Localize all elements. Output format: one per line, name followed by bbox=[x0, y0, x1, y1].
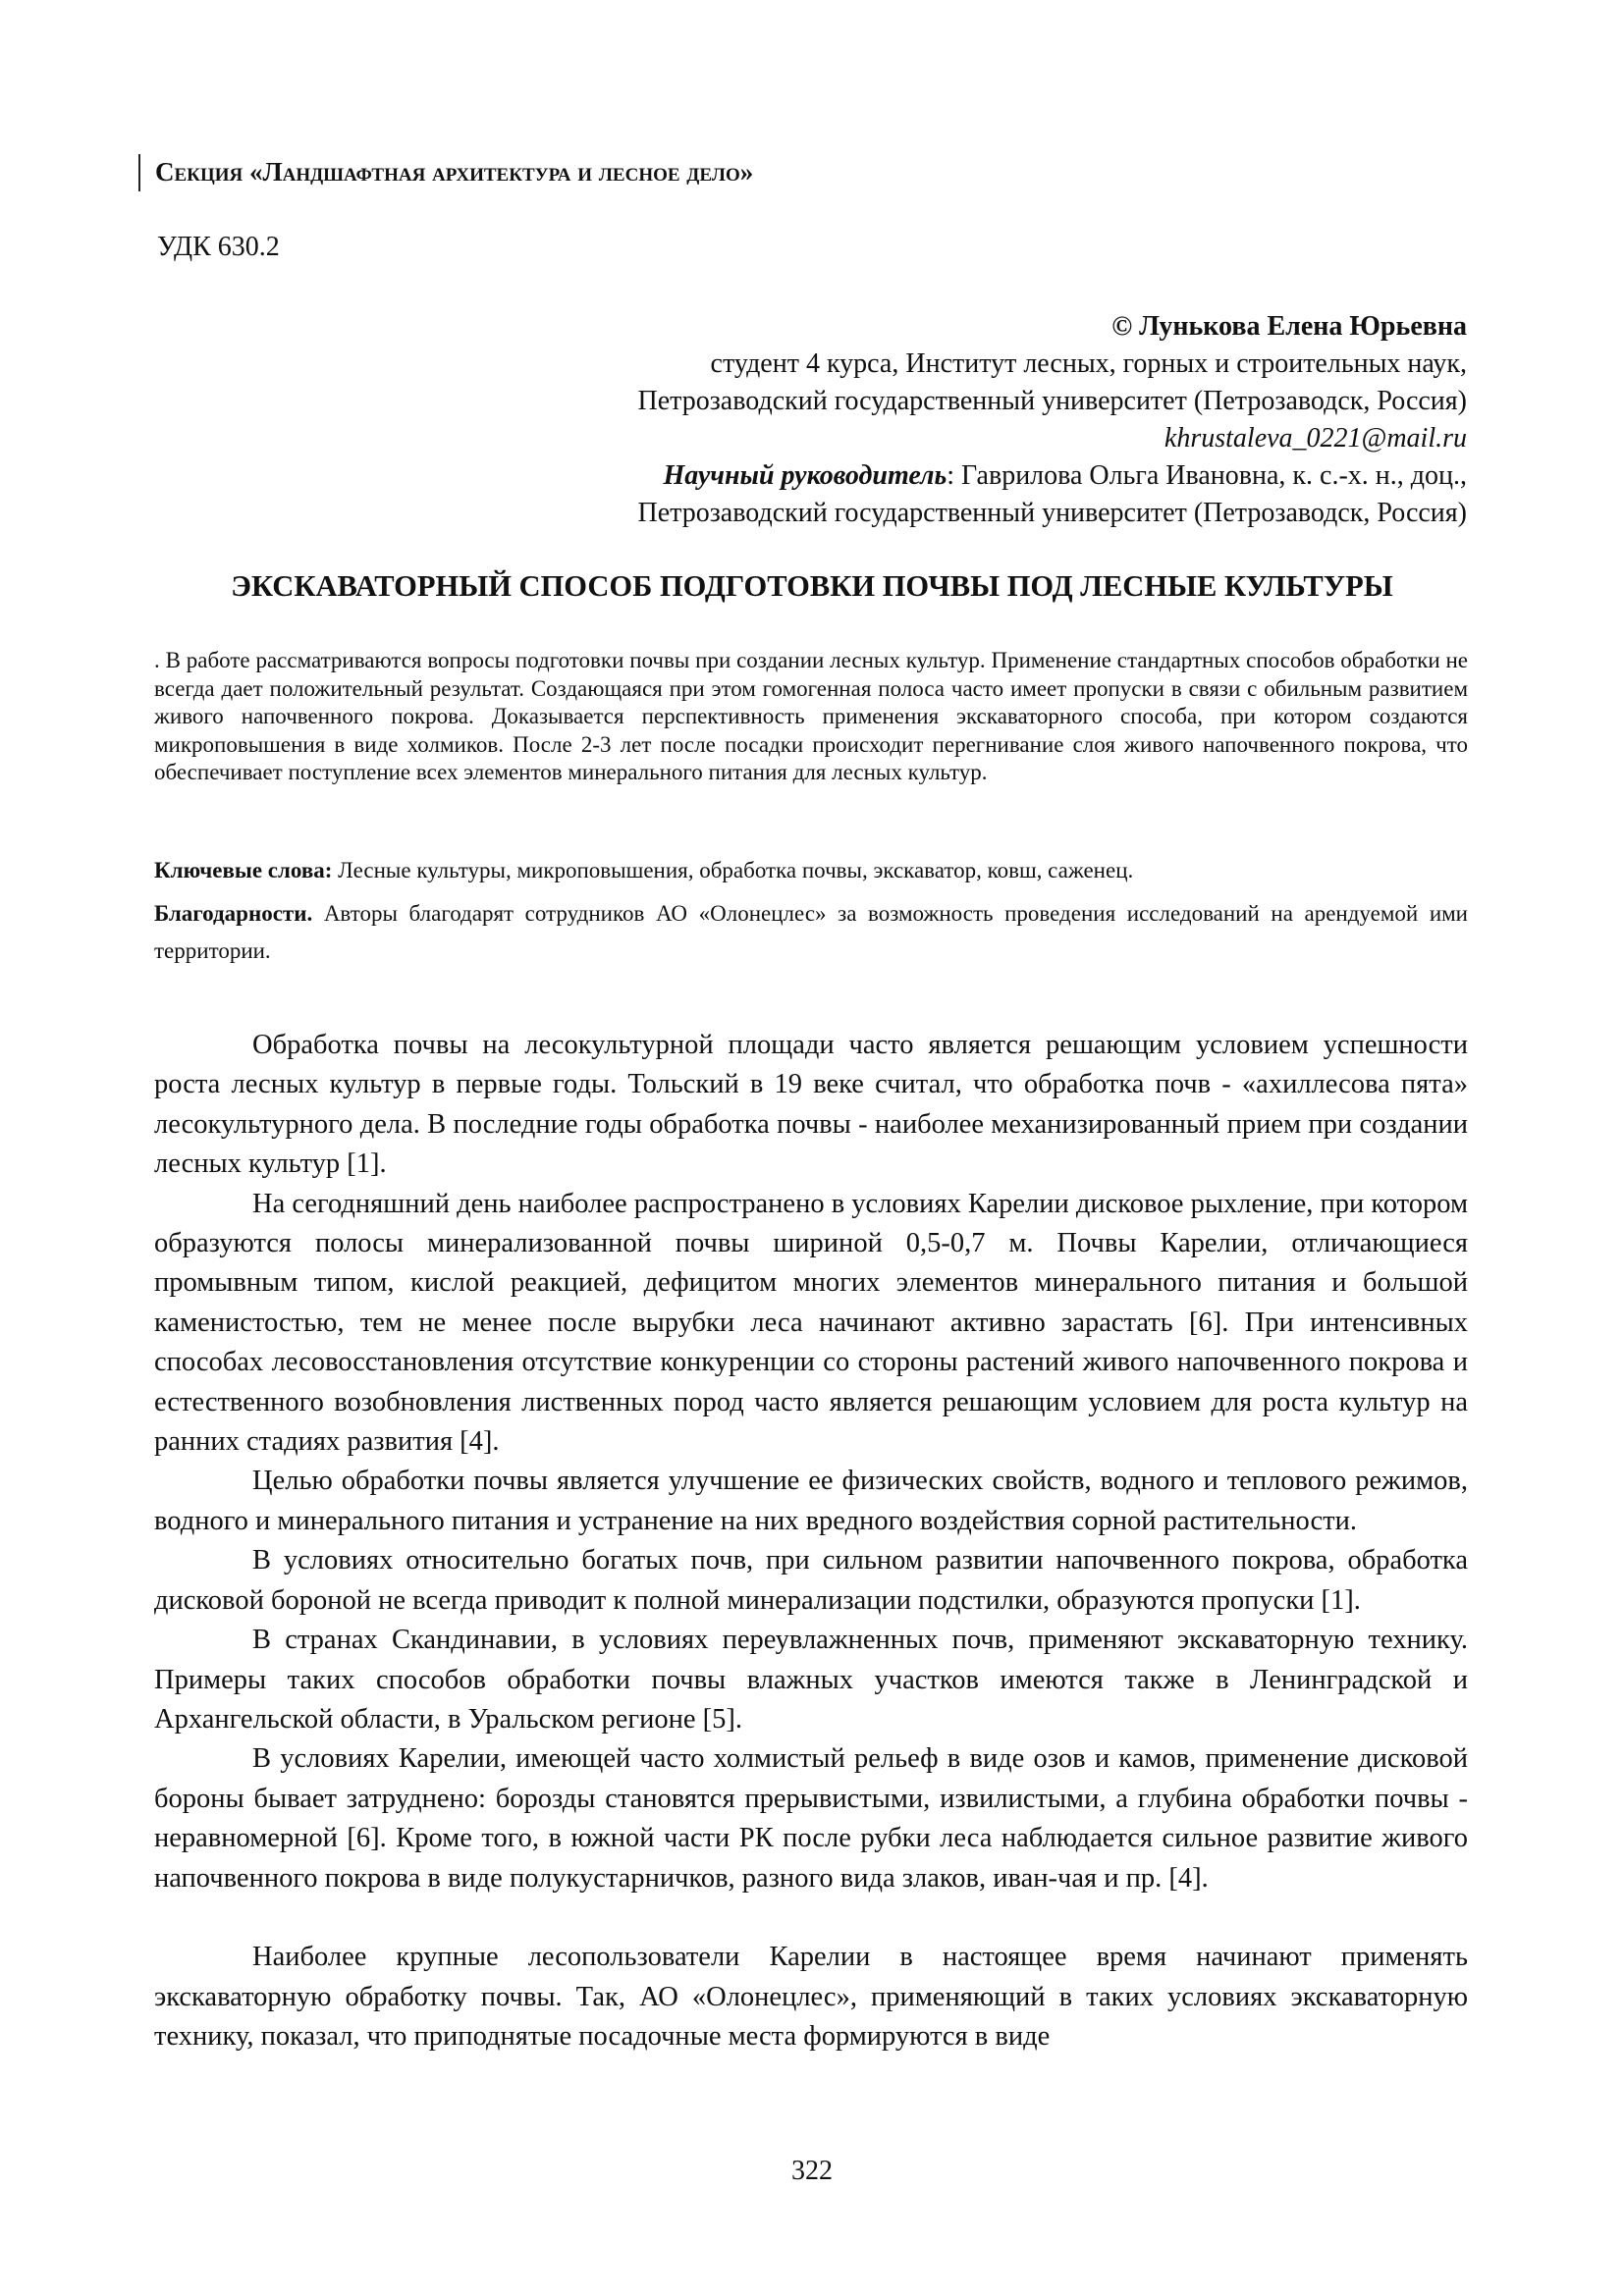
advisor-line bbox=[638, 457, 1467, 495]
section-margin-bar bbox=[138, 154, 140, 191]
page-number: 322 bbox=[791, 2156, 833, 2186]
author-affiliation: Петрозаводский государственный университет (Петрозаводск, Россия) bbox=[637, 386, 1467, 416]
author-name: © Лунькова Елена Юрьевна bbox=[1111, 311, 1467, 342]
paragraph: Наиболее крупные лесопользователи Карелии в настоящее время начинают применять экскаваторную обработку почвы. Так, АО «Олонецлес», применяющий в таких условиях экскаваторную технику, показал, что приподнятые посадочные места формируются в виде bbox=[154, 1942, 1468, 2053]
paragraph: Обработка почвы на лесокультурной площади часто является решающим условием успешности роста лесных культур в первые годы. Тольский в 19 веке считал, что обработка почв - «ахиллесова пята» лесокультурного дела. В последние годы обработка почвы - наиболее механизированный прием при создании лесных культур [1]. bbox=[154, 1030, 1468, 1180]
advisor-label: Научный руководитель bbox=[663, 460, 947, 491]
paragraph: В условиях относительно богатых почв, при сильном развитии напочвенного покрова, обработка дисковой бороной не всегда приводит к полной минерализации подстилки, образуются пропуски [1]. bbox=[154, 1545, 1468, 1616]
paragraph: В странах Скандинавии, в условиях переувлажненных почв, применяют экскаваторную технику. Примеры таких способов обработки почвы влажных участков имеются также в Ленинградской и Архангельской области, в Уральском регионе [5]. bbox=[154, 1625, 1468, 1735]
keywords-text: Лесные культуры, микроповышения, обработка почвы, экскаватор, ковш, саженец. bbox=[332, 858, 1134, 882]
abstract: . В работе рассматриваются вопросы подготовки почвы при создании лесных культур. Применение стандартных способов обработки не всегда дает положительный результат. Создающаяся при этом гомогенная полоса часто имеет пропуски в связи с обильным развитием живого напочвенного покрова. Доказывается перспективность применения экскаваторного способа, при котором создаются микроповышения в виде холмиков. После 2-3 лет после посадки происходит перегнивание слоя живого напочвенного покрова, что обеспечивает поступление всех элементов минерального питания для лесных культур. bbox=[154, 648, 1468, 784]
acknowledgments-label: Благодарности. bbox=[154, 901, 313, 926]
body-text bbox=[154, 1026, 1468, 2057]
author-block bbox=[638, 308, 1467, 532]
paragraph: В условиях Карелии, имеющей часто холмистый рельеф в виде озов и камов, применение дисковой бороны бывает затруднено: борозды становятся прерывистыми, извилистыми, а глубина обработки почвы - неравномерной [6]. Кроме того, в южной части РК после рубки леса наблюдается сильное развитие живого напочвенного покрова в виде полукустарничков, разного вида злаков, иван-чая и пр. [4]. bbox=[154, 1743, 1468, 1894]
udk-code: УДК 630.2 bbox=[157, 232, 280, 262]
advisor-details: : Гаврилова Ольга Ивановна, к. с.-х. н., доц., bbox=[947, 460, 1467, 491]
paragraph: Целью обработки почвы является улучшение ее физических свойств, водного и теплового режимов, водного и минерального питания и устранение на них вредного воздействия сорной растительности. bbox=[154, 1466, 1468, 1536]
acknowledgments bbox=[154, 895, 1468, 970]
keywords-label: Ключевые слова: bbox=[154, 858, 333, 882]
paper-title: ЭКСКАВАТОРНЫЙ СПОСОБ ПОДГОТОВКИ ПОЧВЫ ПОД ЛЕСНЫЕ КУЛЬТУРЫ bbox=[231, 569, 1393, 603]
acknowledgments-text: Авторы благодарят сотрудников АО «Олонецлес» за возможность проведения исследований на арендуемой ими территории. bbox=[154, 901, 1468, 963]
author-email[interactable]: khrustaleva_0221@mail.ru bbox=[1164, 423, 1467, 454]
keywords bbox=[154, 852, 1468, 888]
paragraph: На сегодняшний день наиболее распространено в условиях Карелии дисковое рыхление, при котором образуются полосы минерализованной почвы шириной 0,5-0,7 м. Почвы Карелии, отличающиеся промывным типом, кислой реакцией, дефицитом многих элементов минерального питания и большой каменистостью, тем не менее после вырубки леса начинают активно зарастать [6]. При интенсивных способах лесовосстановления отсутствие конкуренции со стороны растений живого напочвенного покрова и естественного возобновления лиственных пород часто является решающим условием для роста культур на ранних стадиях развития [4]. bbox=[154, 1188, 1468, 1458]
section-header: Секция «Ландшафтная архитектура и лесное дело» bbox=[155, 157, 754, 187]
author-position: студент 4 курса, Институт лесных, горных и строительных наук, bbox=[710, 348, 1467, 379]
advisor-affiliation: Петрозаводский государственный университет (Петрозаводск, Россия) bbox=[637, 498, 1467, 528]
